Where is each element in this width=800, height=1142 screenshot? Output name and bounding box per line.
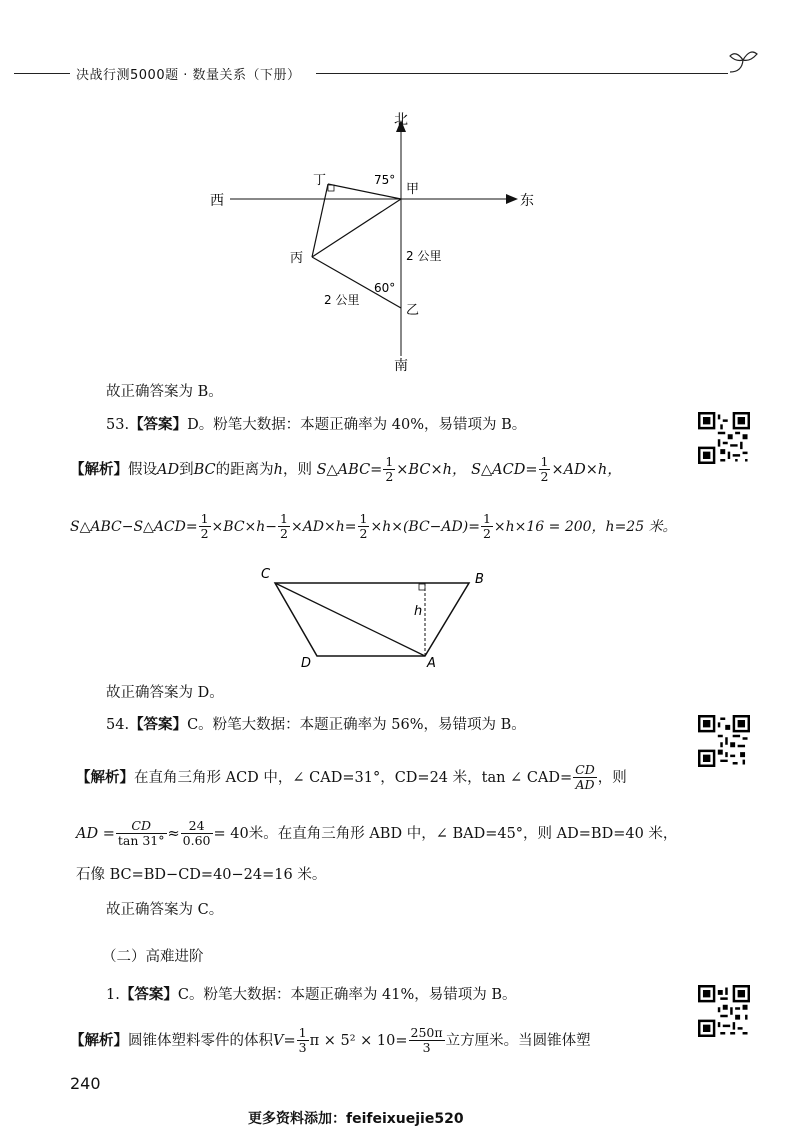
answer-line-c: 故正确答案为 C。 [106, 902, 224, 918]
q53-num: 53. [106, 417, 130, 433]
compass-diagram [200, 108, 560, 378]
label-jia: 甲 [406, 182, 420, 197]
label-north: 北 [394, 112, 408, 128]
header-title: 决战行测5000题 · 数量关系（下册） [76, 68, 301, 83]
q54-answer-line: 54.【答案】C。粉笔大数据：本题正确率为 56%，易错项为 B。 [106, 717, 526, 733]
vertex-b: B [475, 572, 484, 587]
q53-rest: D。粉笔大数据：本题正确率为 40%，易错项为 B。 [187, 417, 527, 433]
answer-line-b: 故正确答案为 B。 [106, 384, 223, 400]
header-rule-left [14, 73, 70, 74]
q1-analysis-line1: 【解析】圆锥体塑料零件的体积V= $\frac{1}{3}$ π × 5² × 10= $\frac{250\pi}{3}$ 立方厘米。当圆锥体塑 [70, 1025, 591, 1056]
vertex-d: D [301, 656, 312, 671]
q54-analysis-line2: AD = $\frac{CD}{\tan 31^\circ}$ ≈ $\frac{24}{0.60}$ = 40米。在直角三角形 ABD 中，∠ BAD=45°，则 AD=BD=40 米， [76, 818, 678, 849]
q53-analysis-line1: 【解析】假设AD到BC的距离为h，则 S△ABC= $\frac{1}{2}$ ×BC×h， S△ACD= $\frac{1}{2}$ ×AD×h， [70, 454, 622, 485]
q54-analysis-line1: 【解析】在直角三角形 ACD 中，∠ CAD=31°，CD=24 米，tan ∠ CAD= $\frac{CD}{AD}$ ，则 [76, 762, 627, 793]
trapezoid-diagram [255, 563, 495, 678]
q53-answer-line [106, 418, 526, 433]
label-ding: 丁 [313, 173, 327, 188]
q53-tag: 【答案】 [129, 417, 188, 433]
q54-analysis-line3: 石像 BC=BD−CD=40−24=16 米。 [76, 867, 327, 883]
qr-code-1 [698, 985, 750, 1037]
label-angle-75: 75° [374, 173, 396, 187]
page-number: 240 [70, 1074, 101, 1093]
label-south: 南 [394, 358, 408, 374]
vertex-c: C [261, 567, 271, 582]
qr-code-53 [698, 412, 750, 464]
q1-answer-line: 1.【答案】C。粉笔大数据：本题正确率为 41%，易错项为 B。 [106, 987, 517, 1003]
header-rule-right [316, 73, 728, 74]
label-dist-1: 2 公里 [406, 249, 442, 263]
analysis-tag: 【解析】 [70, 461, 128, 478]
label-dist-2: 2 公里 [324, 293, 360, 307]
qr-code-54 [698, 715, 750, 767]
label-angle-60: 60° [374, 281, 396, 295]
q53-analysis-line2: S△ABC−S△ACD= $\frac{1}{2}$ ×BC×h− $\frac{1}{2}$ ×AD×h= $\frac{1}{2}$ ×h×(BC−AD)= $\frac{1}{2}$ ×h×16 = 200，h=25 米。 [70, 511, 677, 542]
label-bing: 丙 [290, 251, 304, 266]
label-west: 西 [210, 193, 224, 209]
section-title: （二）高难进阶 [102, 949, 204, 965]
label-yi: 乙 [406, 303, 420, 318]
label-east: 东 [520, 193, 534, 209]
vertex-a: A [427, 656, 436, 671]
sprout-icon [726, 46, 760, 78]
answer-line-d: 故正确答案为 D。 [106, 685, 224, 701]
label-h: h [414, 604, 423, 619]
footer-note: 更多资料添加：feifeixuejie520 [248, 1111, 464, 1127]
